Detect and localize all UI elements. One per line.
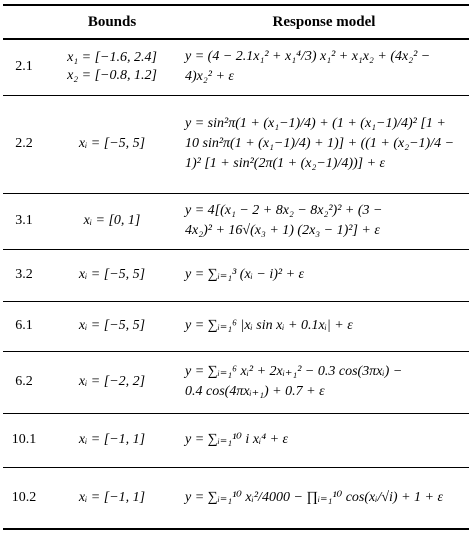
row-model <box>179 39 469 95</box>
table-row <box>3 467 469 529</box>
model-line: y = ∑ᵢ₌₁⁶ |xᵢ sin xᵢ + 0.1xᵢ| + ε <box>185 318 353 333</box>
row-id: 6.2 <box>3 351 45 413</box>
row-bounds <box>45 467 179 529</box>
row-model <box>179 351 469 413</box>
row-id: 10.1 <box>3 413 45 467</box>
response-model-table <box>3 4 469 530</box>
row-id: 10.2 <box>3 467 45 529</box>
row-bounds <box>45 249 179 301</box>
bounds-line: xᵢ = [−5, 5] <box>78 318 146 333</box>
row-bounds <box>45 413 179 467</box>
header-bounds: Bounds <box>45 5 179 39</box>
model-line: 1)² [1 + sin²(2π(1 + (x₂−1)/4))] + ε <box>185 156 386 171</box>
model-line: y = ∑ᵢ₌₁³ (xᵢ − i)² + ε <box>185 267 305 282</box>
model-line: y = ∑ᵢ₌₁⁶ xᵢ² + 2xᵢ₊₁² − 0.3 cos(3πxᵢ) − <box>185 364 403 379</box>
model-line: y = ∑ᵢ₌₁¹⁰ i xᵢ⁴ + ε <box>185 432 289 447</box>
bounds-line: xᵢ = [−5, 5] <box>78 136 146 151</box>
row-id: 3.2 <box>3 249 45 301</box>
model-line: 4x₂)² + 16√(x₃ + 1) (2x₃ − 1)²] + ε <box>185 223 380 238</box>
bounds-line: xᵢ = [−2, 2] <box>78 374 146 389</box>
table-row <box>3 39 469 95</box>
row-bounds <box>45 193 179 249</box>
model-line: y = sin²π(1 + (x₁−1)/4) + (1 + (x₁−1)/4)² [1 + <box>185 116 446 131</box>
row-id: 2.2 <box>3 95 45 193</box>
table-row <box>3 193 469 249</box>
model-line: 10 sin²π(1 + (x₁−1)/4) + 1)] + ((1 + (x₂−1)/4 − <box>185 136 455 151</box>
row-bounds <box>45 351 179 413</box>
row-model <box>179 413 469 467</box>
row-id: 2.1 <box>3 39 45 95</box>
header-response-model: Response model <box>179 5 469 39</box>
model-line: y = (4 − 2.1x₁² + x₁⁴/3) x₁² + x₁x₂ + (4x₂² − <box>185 49 431 65</box>
row-id: 6.1 <box>3 301 45 351</box>
model-line: y = ∑ᵢ₌₁¹⁰ xᵢ²/4000 − ∏ᵢ₌₁¹⁰ cos(xᵢ/√i) + 1 + ε <box>185 489 443 505</box>
row-model <box>179 249 469 301</box>
header-id <box>3 5 45 39</box>
bounds-line: xᵢ = [−1, 1] <box>78 432 146 447</box>
row-bounds <box>45 95 179 193</box>
row-model <box>179 467 469 529</box>
table-row <box>3 301 469 351</box>
bounds-line: xᵢ = [−1, 1] <box>78 489 146 505</box>
table-row <box>3 95 469 193</box>
row-model <box>179 301 469 351</box>
row-bounds <box>45 301 179 351</box>
row-model <box>179 193 469 249</box>
table-row <box>3 351 469 413</box>
bounds-line: xᵢ = [0, 1] <box>83 213 141 228</box>
bounds-line: xᵢ = [−5, 5] <box>78 267 146 282</box>
table-row <box>3 413 469 467</box>
bounds-line: x₁ = [−1.6, 2.4] <box>67 50 157 66</box>
bounds-line: x₂ = [−0.8, 1.2] <box>67 68 157 84</box>
model-line: 4)x₂² + ε <box>185 69 234 85</box>
model-line: 0.4 cos(4πxᵢ₊₁) + 0.7 + ε <box>185 384 325 399</box>
row-id: 3.1 <box>3 193 45 249</box>
row-model <box>179 95 469 193</box>
model-line: y = 4[(x₁ − 2 + 8x₂ − 8x₂²)² + (3 − <box>185 203 383 218</box>
header-row <box>3 5 469 39</box>
table-row <box>3 249 469 301</box>
row-bounds <box>45 39 179 95</box>
